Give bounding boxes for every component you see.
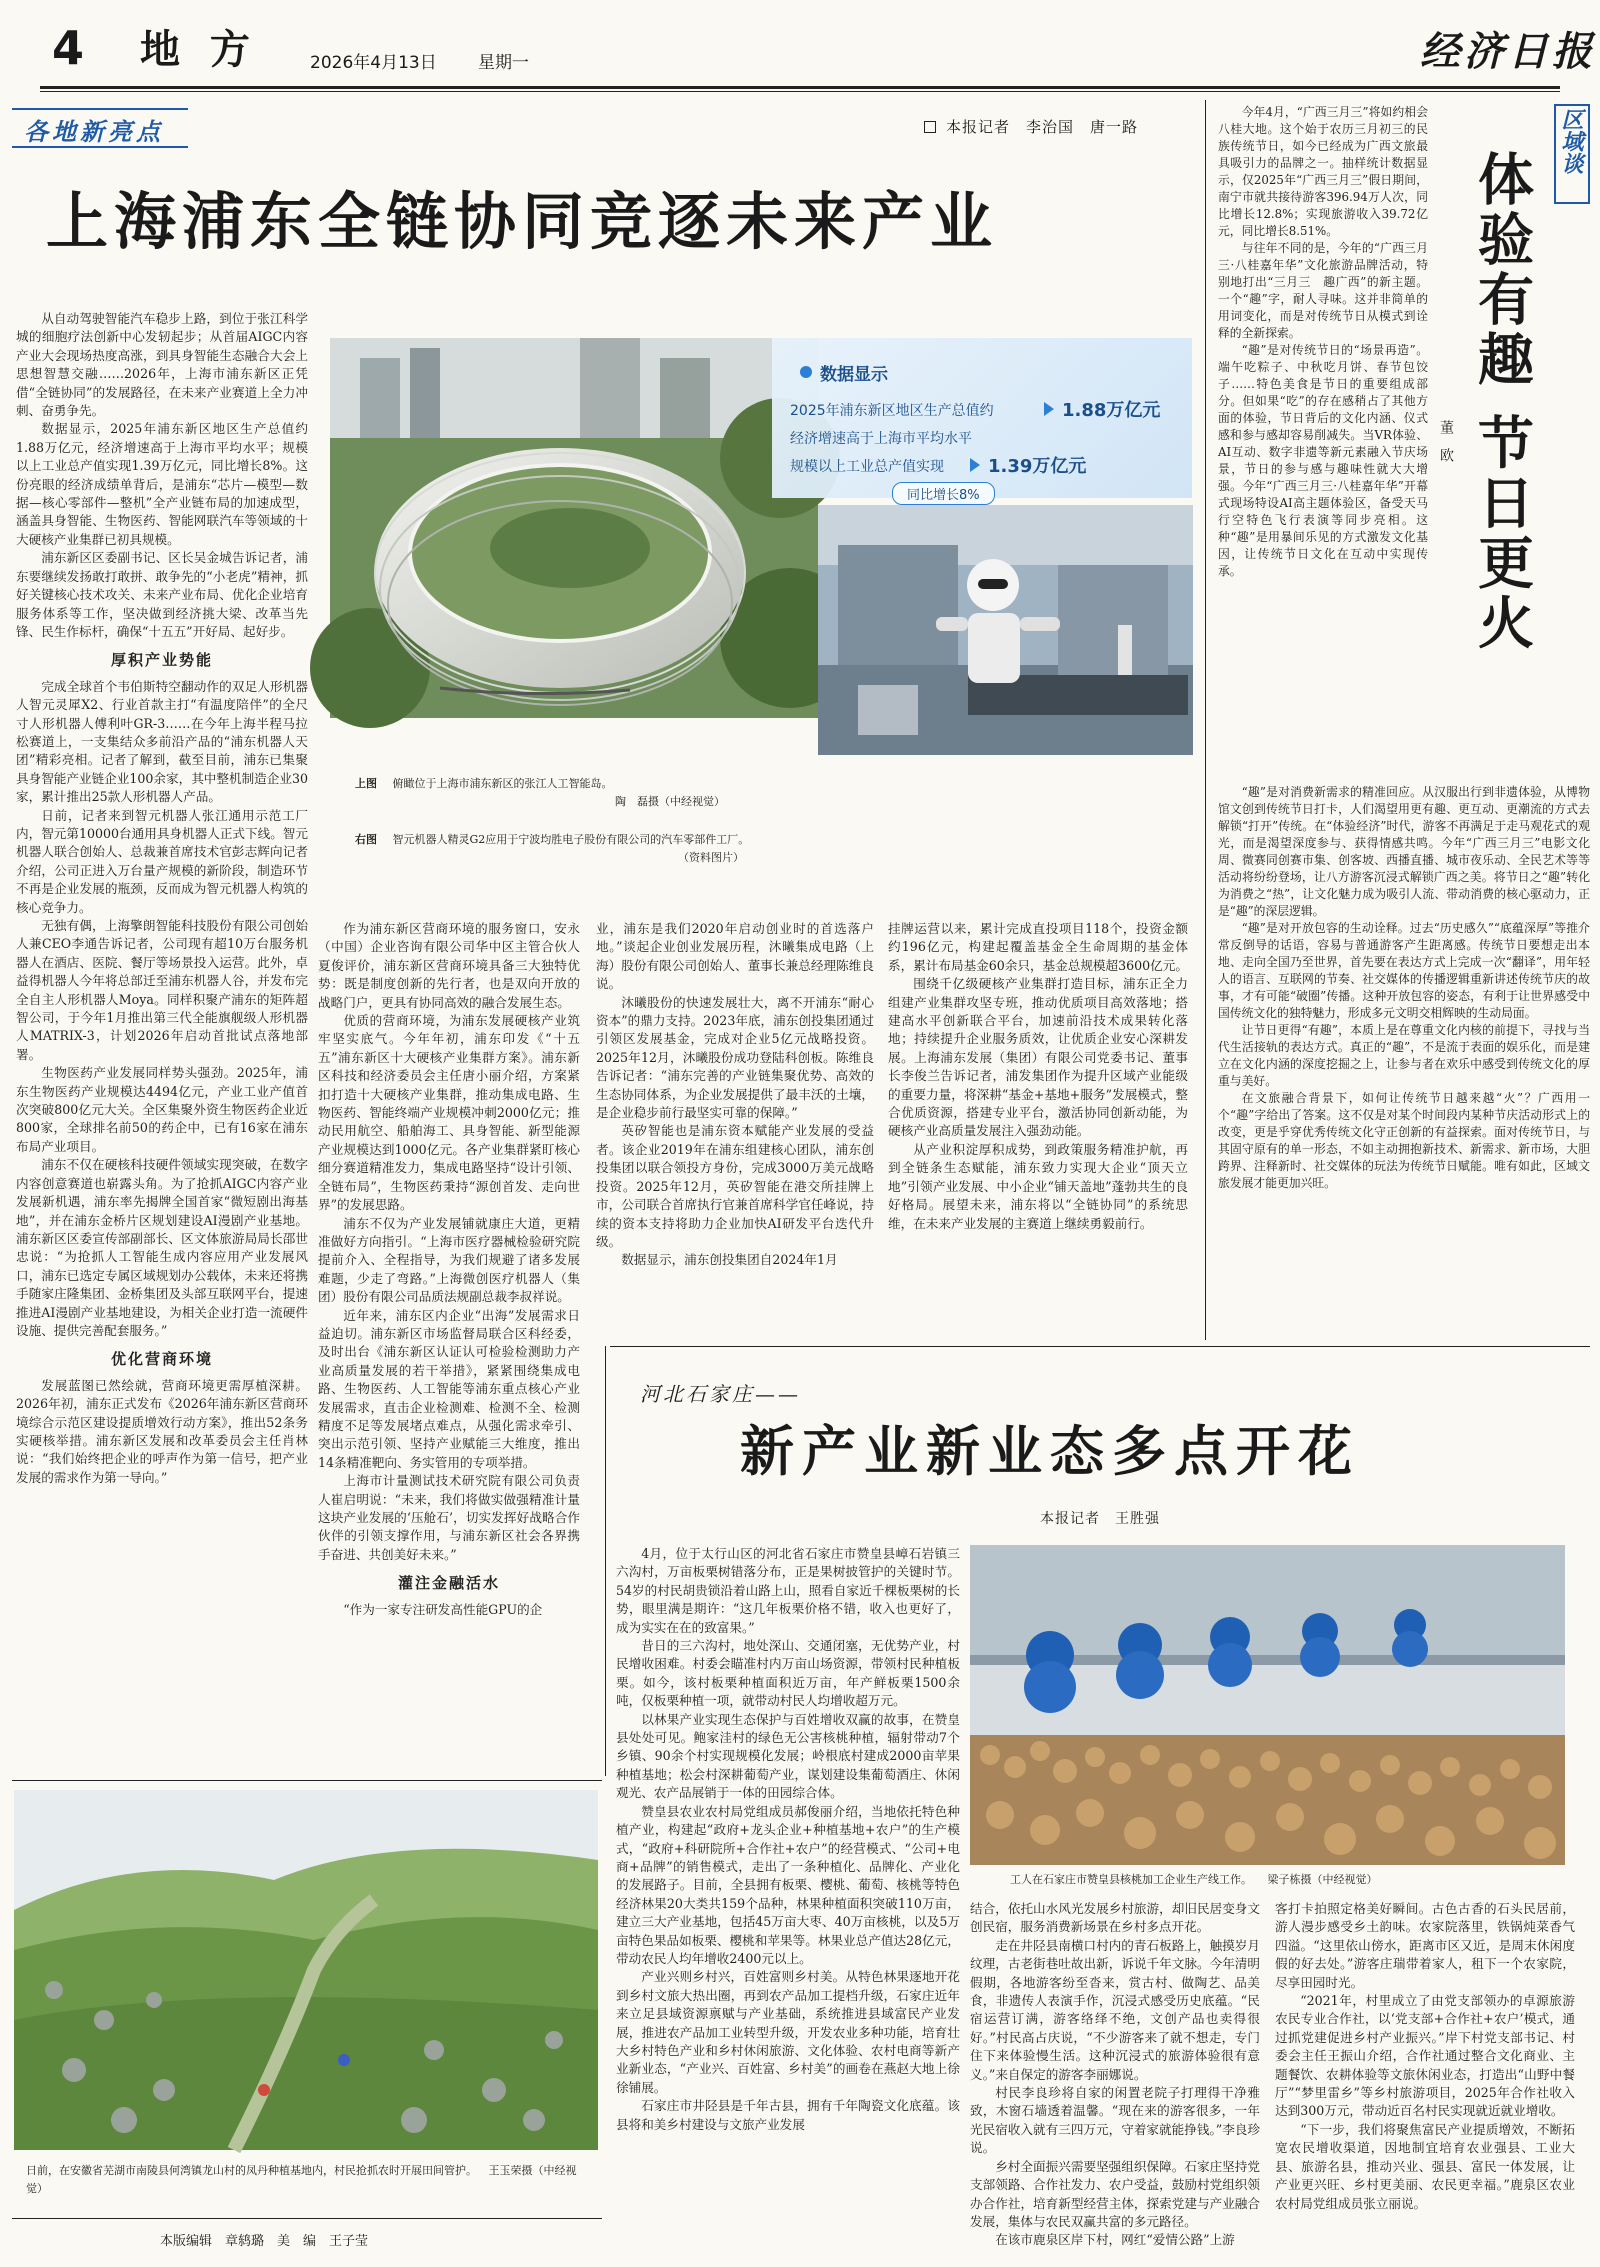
paragraph: 村民李良珍将自家的闲置老院子打理得干净雅致，木窗石墙透着温馨。“现在来的游客很多，一年光民宿收入就有三四万元，守着家就能挣钱。”李良珍说。 <box>970 2085 1260 2156</box>
photo-credit-right: （资料图片） <box>678 851 744 864</box>
paragraph: 浦东新区区委副书记、区长吴金城告诉记者，浦东要继续发扬敢打敢拼、敢争先的“小老虎”精神，抓好关键核心技术攻关、未来产业布局、优化企业培育服务体系等工作，坚决做到经济挑大梁、改革当先锋、民生作标杆，确保“十五五”开好局、起好步。 <box>16 550 308 639</box>
masthead-rule-thin <box>40 91 1560 92</box>
main-article-col1 <box>16 310 308 1775</box>
paragraph: 以林果产业实现生态保护与百姓增收双赢的故事，在赞皇县处处可见。鲍家洼村的绿色无公害核桃种植，辐射带动7个乡镇、90余个村实现规模化发展；岭根底村建成2000亩苹果种植基地；松会村深耕葡萄产业，谋划建设集葡萄酒庄、休闲观光、农产品展销于一体的田园综合体。 <box>616 1711 960 1801</box>
paragraph: 挂牌运营以来，累计完成直投项目118个，投资金额约196亿元，构建起覆盖基金全生命周期的基金体系，累计布局基金60余只，基金总规模超3600亿元。 <box>888 921 1188 973</box>
sidebar-rule <box>1205 100 1206 1340</box>
photo-credit-top: 陶 磊摄（中经视觉） <box>615 795 725 808</box>
photo-peony-field <box>14 1790 598 2150</box>
paragraph: 沐曦股份的快速发展壮大，离不开浦东“耐心资本”的鼎力支持。2023年底，浦东创投集团通过引领区发展基金，完成对企业5亿元战略投资。2025年12月，沐曦股份成功登陆科创板。陈维良告诉记者：“浦东完善的产业链集聚优势、高效的生态协同体系，为企业发展提供了最丰沃的土壤，是企业稳步前行最坚实可靠的保障。” <box>596 994 874 1121</box>
hebei-col2 <box>970 1900 1260 2248</box>
paragraph: 浦东不仅在硬核科技硬件领域实现突破，在数字内容创意赛道也崭露头角。为了抢抓AIGC内容产业发展新机遇，浦东率先揭牌全国首家“微短剧出海基地”，并在浦东金桥片区规划建设AI漫剧产业基地。浦东新区区委宣传部副部长、区文体旅游局局长邵世忠说：“为抢抓人工智能生成内容应用产业发展风口，浦东已选定专属区域规划办公载体，未来还将携手随家庄隆集团、金桥集团及头部互联网平台，提速推进AI漫剧产业基地建设，为相关企业打造一流硬件设施、提供完善配套服务。” <box>16 1157 308 1338</box>
masthead-rule <box>40 86 1560 89</box>
paragraph: “趣”是对消费新需求的精准回应。从汉服出行到非遗体验，从博物馆文创到传统节日打卡，人们渴望用更有趣、更互动、更潮流的方式去解锁“打开”传统。在“体验经济”时代，游客不再满足于走马观花式的观光，而是渴望深度参与、获得情感共鸣。今年“广西三月三”电影文化周、微赛同创赛市集、创客坡、西播直播、城市夜乐动、全民艺术等等活动将纷纷登场，让八方游客沉浸式解锁广西之美。将节日之“趣”转化为消费之“热”，让文化魅力成为吸引人流、带动消费的核心驱动力，正是“趣”的深层逻辑。 <box>1218 785 1590 918</box>
subhead: 优化营商环境 <box>110 1350 213 1369</box>
paragraph: “趣”是对开放包容的生动诠释。过去“历史感久”“底蕴深厚”等推介常反倒导的话语，容易与普通游客产生距离感。传统节日要想走出本地、走向全国乃至世界，首先要在表达方式上完成一次“翻译”，用年轻人的语言、互联网的节奏、社交媒体的传播逻辑重新讲述传统节庆的故事，才有可能“破圈”传播。这种开放包容的姿态，有利于让世界感受中国传统文化的独特魅力，形成多元文明交相辉映的生动局面。 <box>1218 921 1590 1020</box>
caption-label: 右图 <box>355 833 377 846</box>
paragraph: 浦东不仅为产业发展铺就康庄大道，更精准做好方向指引。“上海市医疗器械检验研究院提前介入、全程指导，为我们规避了诸多发展难题，少走了弯路。”上海微创医疗机器人（集团）股份有限公司品质法规副总裁李叔祥说。 <box>318 1215 580 1305</box>
paragraph: 在文旅融合背景下，如何让传统节日越来越“火”？广西用一个“趣”字给出了答案。这不仅是对某个时间段内某种节庆活动形式上的改变，更是乎穿优秀传统文化守正创新的有益探索。面对传统节日，与其固守原有的单一形态，不如主动拥抱新技术、新需求、新市场，大胆跨界、注释新时、社交媒体的玩法为传统节日赋能。唯有如此，区域文旅发展才能更加兴旺。 <box>1218 1091 1590 1190</box>
caption-credit: 梁子栋摄（中经视觉） <box>1267 1873 1378 1886</box>
photo-ai-island <box>330 338 818 718</box>
infobox-row2-label: 经济增速高于上海市平均水平 <box>790 431 972 447</box>
paragraph: 生物医药产业发展同样势头强劲。2025年，浦东生物医药产业规模达4494亿元，产业工业产值首次突破800亿元大关。全区集聚外资生物医药企业近800家，全球排名前50的药企中，已有16家在浦东布局产业项目。 <box>16 1065 308 1154</box>
main-article-col4 <box>888 920 1188 1340</box>
caption-text: 智元机器人精灵G2应用于宁波均胜电子股份有限公司的汽车零部件工厂。 <box>392 833 750 846</box>
paragraph: 今年4月，“广西三月三”将如约相会八桂大地。这个始于农历三月初三的民族传统节日，如今已经成为广西文旅最具吸引力的品牌之一。抽样统计数据显示，仅2025年“广西三月三”假日期间，南宁市就共接待游客396.94万人次，同比增长12.8%；实现旅游收入39.72亿元，同比增长8.51%。 <box>1218 105 1428 238</box>
sidebar-headline: 体验有趣 节日更火 <box>1469 150 1535 654</box>
issue-date: 2026年4月13日 <box>310 53 437 73</box>
paragraph: 走在井陉县南横口村内的青石板路上，触摸岁月纹理，古老街巷吐故出新，诉说千年文脉。今年清明假期，各地游客纷至沓来，赏古村、做陶艺、品美食，非遗传人表演手作，沉浸式感受历史底蕴。“民宿运营订满，游客络绎不绝，文创产品也卖得很好。”村民高占庆说，“不少游客来了就不想走，专门住下来体验慢生活。这种沉浸式的旅游体验很有意义。”来自保定的游客李丽娜说。 <box>970 1937 1260 2082</box>
paragraph: “下一步，我们将聚焦富民产业提质增效，不断拓宽农民增收渠道，因地制宜培育农业强县、工业大县、旅游名县，推动兴业、强县、富民一体发展，让产业更兴旺、乡村更美丽、农民更幸福。”鹿泉区农业农村局党组成员张立丽说。 <box>1275 2121 1575 2211</box>
paragraph: 与往年不同的是，今年的“广西三月三·八桂嘉年华”文化旅游品牌活动，特别地打出“三月三 趣广西”的新主题。一个“趣”字，耐人寻味。这并非简单的用词变化，而是对传统节日从模式到诠释的全新探索。 <box>1218 241 1428 340</box>
caption-label: 上图 <box>355 777 377 790</box>
byline-box-icon <box>924 121 936 133</box>
infobox-row3-value: 1.39万亿元 <box>988 456 1087 477</box>
triangle-icon <box>970 458 980 472</box>
paragraph: 日前，记者来到智元机器人张江通用示范工厂内，智元第10000台通用具身机器人正式下线。智元机器人联合创始人、总裁兼首席技术官彭志辉向记者介绍，公司正进入万台量产规模的新阶段，制造环节不再是企业发展的瓶颈，反而成为智元机器人构筑的核心竞争力。 <box>16 807 308 915</box>
infobox-row3-label: 规模以上工业总产值实现 <box>790 459 944 475</box>
photo-caption-top <box>355 776 825 792</box>
caption-text: 日前，在安徽省芜湖市南陵县何湾镇龙山村的凤丹种植基地内，村民抢抓农时开展田间管护。 <box>26 2164 477 2177</box>
byline-main: 本报记者 李治国 唐一路 <box>946 118 1139 136</box>
bottom-left-caption <box>26 2162 586 2198</box>
hebei-kicker: 河北石家庄—— <box>640 1382 801 1406</box>
paragraph: “趣”是对传统节日的“场景再造”。端午吃粽子、中秋吃月饼、春节包饺子……特色美食是节日的重要组成部分。但如果“吃”的存在感稍占了其他方面的体验，节日背后的文化内涵、仪式感和参与感却容易削减失。当VR体验、AI互动、数字非遗等新元素融入节庆场景，节日的参与感与趣味性就大大增强。今年“广西三月三·八桂嘉年华”开幕式现场特设AI高主题体验区，备受天马行空特色飞行表演等同步亮相。这种“趣”是用暴间乐见的方式激发文化基因，让传统节日文化在互动中实现传承。 <box>1218 343 1428 578</box>
paragraph: 作为浦东新区营商环境的服务窗口，安永（中国）企业咨询有限公司华中区主管合伙人夏俊评价，浦东新区营商环境具备三大独特优势：既是制度创新的先行者，也是双向开放的战略门户，更具有协同高效的融合发展生态。 <box>318 921 580 1010</box>
footer-rule <box>12 2218 602 2219</box>
sidebar-text-top <box>1218 104 1428 784</box>
headline-main: 上海浦东全链协同竞逐未来产业 <box>46 185 999 258</box>
paragraph: 乡村全面振兴需要坚强组织保障。石家庄坚持党支部领路、合作社发力、农户受益，鼓励村党组织领办合作社，培育新型经营主体，探索党建与产业融合发展，集体与农民双赢共富的多元路径。 <box>970 2158 1260 2229</box>
sidebar-text-bottom <box>1218 784 1590 1340</box>
hebei-col3 <box>1275 1900 1575 2237</box>
paper-logo: 经济日报 <box>1420 28 1596 75</box>
caption-text: 工人在石家庄市赞皇县核桃加工企业生产线工作。 <box>1010 1873 1252 1886</box>
triangle-icon <box>1044 402 1054 416</box>
infobox-row1-label: 2025年浦东新区地区生产总值约 <box>790 403 994 419</box>
infobox-title: 数据显示 <box>820 365 888 385</box>
paragraph: 发展蓝图已然绘就，营商环境更需厚植深耕。2026年初，浦东正式发布《2026年浦东新区营商环境综合示范区建设提质增效行动方案》，推出52条务实硬核举措。浦东新区发展和改革委员会主任肖林说：“我们始终把企业的呼声作为第一信号，把产业发展的需求作为第一导向。” <box>16 1377 308 1485</box>
hebei-col1 <box>616 1545 960 2237</box>
main-article-col2 <box>318 920 580 1775</box>
paragraph: 在该市鹿泉区岸下村，网红“爱情公路”上游 <box>995 2232 1235 2248</box>
infobox-row3-badge: 同比增长8% <box>892 482 995 505</box>
paragraph: 昔日的三六沟村，地处深山、交通闭塞，无优势产业，村民增收困难。村委会瞄准村内万亩山场资源，带领村民种植板栗。如今，该村板栗种植面积近万亩，年产鲜板栗1500余吨，仅板栗种植一项，就带动村民人均增收超万元。 <box>616 1638 960 1709</box>
hebei-byline: 本报记者 王胜强 <box>1040 1511 1160 1527</box>
photo-robot <box>818 505 1193 755</box>
paragraph: 赞皇县农业农村局党组成员郝俊丽介绍，当地依托特色种植产业，构建起“政府+龙头企业+种植基地+农户”的生产模式，“政府+科研院所+合作社+农户”的经营模式、“公司+电商+品牌”的销售模式，走出了一条种植化、品牌化、产业化的发展路子。目前，全县拥有板栗、樱桃、葡萄、核桃等特色经济林果20大类共159个品种，林果种植面积突破110万亩，建立三大产业基地，包括45万亩大枣、40万亩核桃，以及5万亩特色果品如板栗、樱桃和苹果等。林果业总产值达28亿元，带动农民人均年增收2400元以上。 <box>616 1803 960 1966</box>
paragraph: 完成全球首个韦伯斯特空翻动作的双足人形机器人智元灵犀X2、行业首款主打“有温度陪伴”的全尺寸人形机器人傅利叶GR-3……在今年上海半程马拉松赛道上，一支集结众多前沿产品的“浦东机器人天团”精彩亮相。记者了解到，截至目前，浦东已集聚具身智能产业链企业100余家，其中整机制造企业30家，累计推出25款人形机器人产品。 <box>16 678 308 805</box>
paragraph: 英矽智能也是浦东资本赋能产业发展的受益者。该企业2019年在浦东组建核心团队，浦东创投集团以联合领投方身份，完成3000万美元战略投资。2025年12月，英矽智能在港交所挂牌上市，公司联合首席执行官兼首席科学官任峰说，持续的资本支持将助力企业加快AI研发平台迭代升级。 <box>596 1123 874 1249</box>
hebei-photo-caption <box>1010 1872 1378 1888</box>
paragraph: 从自动驾驶智能汽车稳步上路，到位于张江科学城的细胞疗法创新中心发轫起步；从首届AIGC内容产业大会现场热度高涨，到具身智能生态融合大会上思想智慧交融……2026年，上海市浦东新区正凭借“全链协同”的发展路径，在未来产业赛道上全力冲刺、奋勇争先。 <box>16 311 308 419</box>
subhead: 灌注金融活水 <box>397 1574 500 1593</box>
column-tag-label: 各地新亮点 <box>24 117 164 146</box>
caption-text: 俯瞰位于上海市浦东新区的张江人工智能岛。 <box>392 777 613 790</box>
section-divider <box>610 1346 1590 1347</box>
hebei-headline: 新产业新业态多点开花 <box>740 1420 1360 1483</box>
page-number: 4 <box>52 21 85 75</box>
paragraph: 数据显示，浦东创投集团自2024年1月 <box>621 1252 838 1268</box>
bottom-left-rule <box>12 1780 602 1781</box>
paragraph: 优质的营商环境，为浦东发展硬核产业筑牢坚实底气。今年年初，浦东印发《“十五五”浦东新区十大硬核产业集群方案》。浦东新区科技和经济委员会主任唐小丽介绍，方案紧扣打造十大硬核产业集群，推动集成电路、生物医药、智能终端产业规模冲刺2000亿元；推动民用航空、船舶海工、具身智能、新型能源产业规模达到1000亿元。各产业集群紧盯核心细分赛道精准发力，集成电路坚持“设计引领、全链布局”，生物医药秉持“源创首发、走向世界”的发展思路。 <box>318 1013 580 1213</box>
paragraph: 从产业积淀厚积成势，到政策服务精准护航，再到全链条生态赋能，浦东致力实现大企业“顶天立地”引领产业发展、中小企业“铺天盖地”蓬勃共生的良好格局。展望未来，浦东将以“全链协同”的系统思维，在未来产业发展的主赛道上继续勇毅前行。 <box>888 1141 1188 1231</box>
subhead: 厚积产业势能 <box>110 651 213 670</box>
paragraph: “作为一家专注研发高性能GPU的企 <box>343 1601 543 1617</box>
paragraph: 产业兴则乡村兴，百姓富则乡村美。从特色林果逐地开花到乡村文旅大热出圈，再到农产品加工提档升级，石家庄近年来立足县域资源禀赋与产业基础，系统推进县域富民产业发展，推进农产品加工业转型升级，开发农业多种功能，培育壮大乡村特色产业和乡村休闲旅游、文化体验、农村电商等新产业新业态，“产业兴、百姓富、乡村美”的画卷在燕赵大地上徐徐铺展。 <box>616 1969 960 2095</box>
paragraph: 4月，位于太行山区的河北省石家庄市赞皇县嶂石岩镇三六沟村，万亩板栗树错落分布，正是果树披管护的关键时节。54岁的村民胡贵锁沿着山路上山，照看自家近千棵板栗树的长势，眼里满是期许：“这几年板栗价格不错，收入也更好了，成为实实在在的致富果。” <box>616 1546 960 1635</box>
paragraph: 上海市计量测试技术研究院有限公司负责人崔启明说：“未来，我们将做实做强精准计量这块产业发展的‘压舱石’，切实发挥好战略合作伙伴的引领支撑作用，与浦东新区社会各界携手奋进、共创美好未来。” <box>318 1473 580 1562</box>
paragraph: 无独有偶，上海擎朗智能科技股份有限公司创始人兼CEO李通告诉记者，公司现有超10万台服务机器人在酒店、医院、餐厅等场景投入运营。此外，卓益得机器人今年将总部迁至浦东机器人谷，并发布完全自主人形机器人Moya。同样积聚产浦东的矩阵超智公司，于今年1月推出第三代全能旗舰级人形机器人MATRIX-3，计划2026年启动首批试点落地部署。 <box>16 918 308 1062</box>
paragraph: 石家庄市井陉县是千年古县，拥有千年陶瓷文化底蕴。该县将和美乡村建设与文旅产业发展 <box>616 2098 960 2132</box>
paragraph: 业，浦东是我们2020年启动创业时的首选落户地。”谈起企业创业发展历程，沐曦集成电路（上海）股份有限公司创始人、董事长兼总经理陈维良说。 <box>596 921 874 992</box>
paragraph: 客打卡拍照定格美好瞬间。古色古香的石头民居前，游人漫步感受乡土韵味。农家院落里，铁锅炖菜香气四溢。“这里依山傍水，距离市区又近，是周末休闲度假的好去处。”游客庄瑞带着家人，租下一个农家院，尽享田园时光。 <box>1275 1901 1575 1990</box>
photo-caption-right <box>355 832 775 848</box>
infobox-dot-icon <box>800 366 812 378</box>
main-article-col3 <box>596 920 874 1340</box>
paragraph: “2021年，村里成立了由党支部领办的卓源旅游农民专业合作社，以‘党支部+合作社+农户’模式，通过抓党建促进乡村产业振兴。”岸下村党支部书记、村委会主任王振山介绍，合作社通过整合文化商业、主题餐饮、农耕体验等文旅休闲业态，打造出“山野中餐厅”“梦里雷乡”等乡村旅游项目，2025年合作社收入达到300万元，带动近百名村民实现就近就业增收。 <box>1275 1993 1575 2119</box>
sidebar-author: 董 欧 <box>1438 420 1454 462</box>
paragraph: 数据显示，2025年浦东新区地区生产总值约1.88万亿元，经济增速高于上海市平均水平；规模以上工业总产值实现1.39万亿元，同比增长8%。这份亮眼的经济成绩单背后，是浦东“芯片—模型—数据—核心零部件—整机”全产业链布局的加速成型，涵盖具身智能、生物医药、智能网联汽车等领域的十大硬核产业集群已初具规模。 <box>16 421 308 547</box>
footer-editor: 本版编辑 章鸫璐 美 编 王子莹 <box>160 2234 369 2249</box>
infobox-row1-value: 1.88万亿元 <box>1062 400 1161 421</box>
sidebar-tag: 区域谈 <box>1558 108 1584 174</box>
column-divider <box>605 1346 606 1776</box>
photo-walnut-factory <box>970 1545 1565 1865</box>
paragraph: 结合，依托山水风光发展乡村旅游，却旧民居变身文创民宿，服务消费新场景在乡村多点开花。 <box>970 1901 1260 1935</box>
section-name: 地 方 <box>140 26 258 73</box>
paragraph: 近年来，浦东区内企业“出海”发展需求日益迫切。浦东新区市场监督局联合区科经委，及时出台《浦东新区认证认可检验检测助力产业高质量发展的若干举措》，紧紧围绕集成电路、生物医药、人工智能等浦东重点核心产业发展需求，直击企业检测难、检测不全、检测精度不足等发展堵点难点，从强化需求牵引、突出示范引领、坚持产业赋能三大维度，推出14条精准靶向、务实管用的专项举措。 <box>318 1307 580 1470</box>
paragraph: 围绕千亿级硬核产业集群打造目标，浦东正全力组建产业集群攻坚专班，推动优质项目高效落地；搭建高水平创新联合平台，加速前沿技术成果转化落地；持续提升企业服务质效，让优质企业安心深耕发展。上海浦东发展（集团）有限公司党委书记、董事长李俊兰告诉记者，浦发集团作为提升区域产业能级的重要力量，将深耕“基金+基地+服务”发展模式，整合优质资源，搭建专业平台，激活协同创新动能，为硬核产业高质量发展注入强劲动能。 <box>888 976 1188 1139</box>
issue-weekday: 星期一 <box>478 53 529 73</box>
caption-credit: 王玉荣摄（中经视觉） <box>26 2164 577 2195</box>
paragraph: 让节日更得“有趣”，本质上是在尊重文化内核的前提下，寻找与当代生活接轨的表达方式。真正的“趣”，不是流于表面的娱乐化，而是建立在文化内涵的深度挖掘之上，让参与者在欢乐中感受到传统文化的厚重与美好。 <box>1218 1023 1590 1088</box>
